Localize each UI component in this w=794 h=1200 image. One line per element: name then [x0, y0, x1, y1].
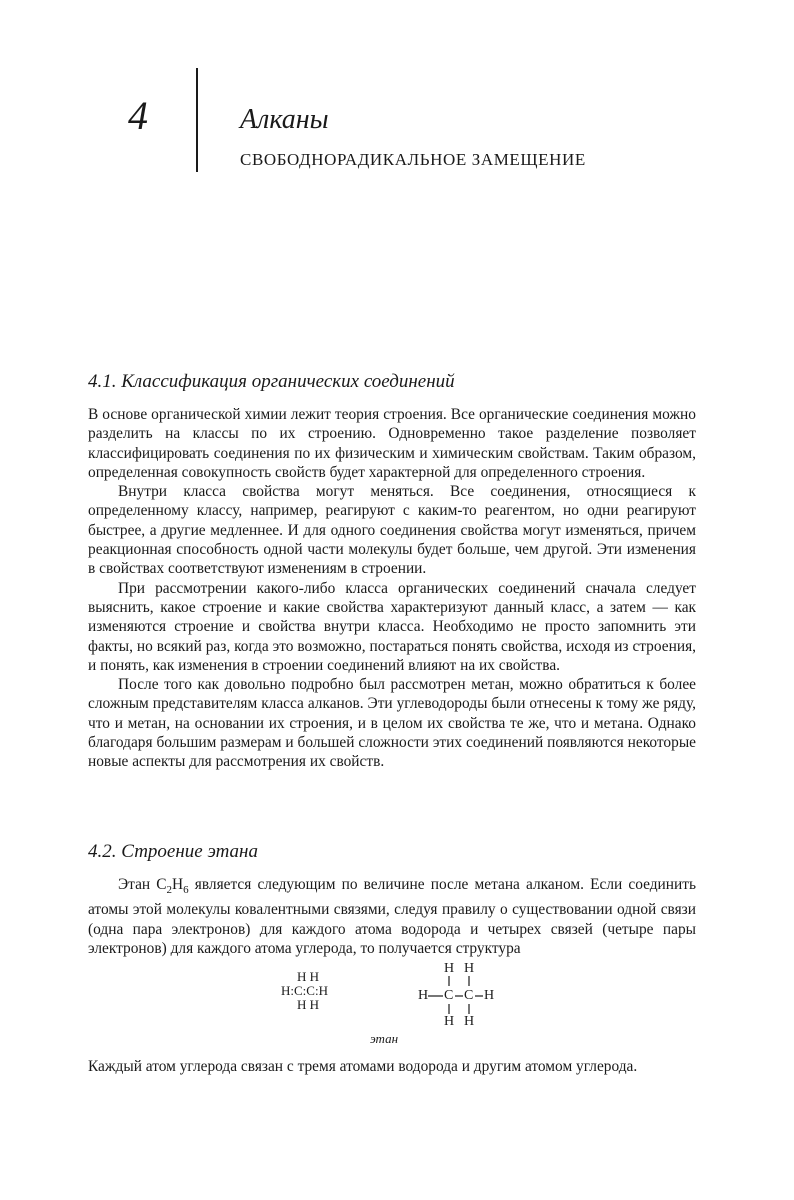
chapter-subtitle: СВОБОДНОРАДИКАЛЬНОЕ ЗАМЕЩЕНИЕ — [240, 150, 586, 169]
paragraph: В основе органической химии лежит теория строения. Все органические соединения можно разделить на классы по их строению. Одновременно такое разделение позволяет классифицировать соединения по их физическим и химическим свойствам. Таким образом, определенная совокупность свойств будет характерной для определенного строения. — [88, 406, 696, 481]
paragraph: При рассмотрении какого-либо класса органических соединений сначала следует выяснить, какое строение и какие свойства характеризуют данный класс, а затем — как изменяются строение и свойства внутри класса. Необходимо не просто запомнить эти факты, но всякий раз, когда это возможно, постараться понять свойства, исходя из строения, и понять, как изменения в строении соединений влияют на их свойства. — [88, 579, 696, 674]
section-4-2-body — [88, 875, 696, 958]
atom-c: C — [464, 988, 474, 1003]
chapter-divider — [196, 68, 198, 172]
subscript: 2 — [166, 884, 173, 897]
paragraph: Каждый атом углерода связан с тремя атомами водорода и другим атомом углерода. — [88, 1058, 638, 1075]
section-heading-4-1: 4.1. Классификация органических соединений — [88, 371, 455, 392]
lewis-line: H H — [297, 997, 320, 1012]
atom-h: H — [418, 988, 429, 1003]
text: является следующим по величине после метана алканом. Если соединить атомы этой молекулы ковалентными связями, следуя правилу о существовании одной связи (одна пара электронов) для каждого атома водорода и четырех связей (четыре пары электронов) для каждого атома углерода, то получается структура — [88, 876, 696, 957]
lewis-line: H H — [297, 969, 320, 984]
chapter-title: Алканы — [240, 104, 329, 135]
paragraph: Внутри класса свойства могут меняться. Все соединения, относящиеся к определенному классу, например, реагируют с каким-то реагентом, но одни реагируют быстрее, а другие медленнее. И для одного соединения свойства могут изменяться, причем реакционная способность одной части молекулы будет больше, чем другой. Эти изменения в свойствах соответствуют изменениям в строении. — [88, 483, 696, 578]
formula-caption: этан — [370, 1031, 399, 1046]
atom-h: H — [464, 961, 475, 976]
subscript: 6 — [183, 884, 189, 897]
atom-h: H — [444, 1014, 455, 1029]
lewis-line: H:C:C:H — [281, 983, 328, 998]
section-4-1-body — [88, 405, 696, 772]
structural-formula — [416, 962, 516, 1028]
text: Этан C — [118, 876, 167, 893]
closing-paragraph — [88, 1057, 696, 1076]
text: H — [172, 876, 184, 893]
atom-h: H — [464, 1014, 475, 1029]
paragraph: После того как довольно подробно был рассмотрен метан, можно обратиться к более сложным представителям класса алканов. Эти углеводороды были отнесены к тому же ряду, что и метан, на основании их строения, и в целом их свойства те же, что и метана. Однако благодаря большим размерам и большей сложности этих соединений появляются некоторые новые аспекты для рассмотрения их свойств. — [88, 676, 696, 771]
paragraph-ethane — [88, 875, 696, 958]
section-heading-4-2: 4.2. Строение этана — [88, 841, 258, 862]
atom-h: H — [444, 961, 455, 976]
chapter-number: 4 — [128, 93, 148, 138]
lewis-formula — [281, 970, 381, 1012]
atom-c: C — [444, 988, 454, 1003]
atom-h: H — [484, 988, 495, 1003]
